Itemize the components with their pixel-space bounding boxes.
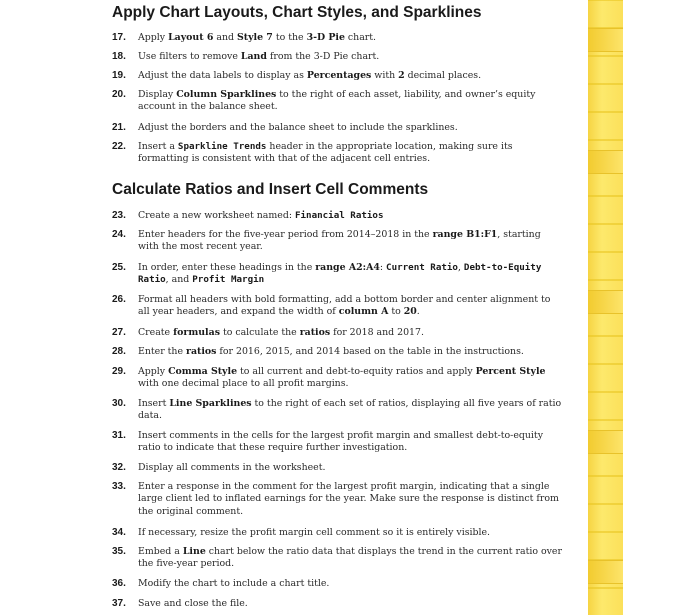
step-text: Display Column Sparklines to the right of each asset, liability, and owner’s equity account in the balance sheet. [138, 89, 536, 113]
step-text: Format all headers with bold formatting, add a bottom border and center alignment to all year headers, and expand the width of column A to 20. [138, 294, 551, 318]
step-item [112, 578, 562, 590]
step-number: 27. [112, 327, 126, 338]
step-number: 37. [112, 598, 126, 609]
step-number: 21. [112, 122, 126, 133]
step-item [112, 89, 562, 114]
step-item [112, 598, 562, 610]
step-number: 36. [112, 578, 126, 589]
step-number: 22. [112, 141, 126, 152]
step-text: Insert comments in the cells for the largest profit margin and smallest debt-to-equity ratio to indicate that these require further investigation. [138, 430, 543, 454]
step-number: 19. [112, 70, 126, 81]
page-margin [623, 0, 683, 615]
step-number: 28. [112, 346, 126, 357]
step-text: In order, enter these headings in the range A2:A4: Current Ratio, Debt-to-Equity Ratio, and Profit Margin [138, 262, 542, 286]
step-text: Insert Line Sparklines to the right of each set of ratios, displaying all five years of ratio data. [138, 398, 562, 422]
step-text: Save and close the file. [138, 598, 248, 609]
step-text: Create formulas to calculate the ratios for 2018 and 2017. [138, 327, 424, 338]
step-text: Adjust the data labels to display as Percentages with 2 decimal places. [138, 70, 482, 81]
sidebar-tab [588, 28, 623, 52]
step-item [112, 366, 562, 391]
step-text: Apply Layout 6 and Style 7 to the 3-D Pie chart. [138, 32, 377, 43]
step-text: Embed a Line chart below the ratio data that displays the trend in the current ratio over the five-year period. [138, 546, 562, 570]
step-number: 18. [112, 51, 126, 62]
step-number: 29. [112, 366, 126, 377]
step-number: 20. [112, 89, 126, 100]
step-item [112, 327, 562, 339]
step-item [112, 294, 562, 319]
step-item [112, 462, 562, 474]
step-text: If necessary, resize the profit margin cell comment so it is entirely visible. [138, 527, 491, 538]
section-title-ratios-comments: Calculate Ratios and Insert Cell Comments [112, 181, 429, 198]
step-text: Enter a response in the comment for the largest profit margin, indicating that a single large client led to inflated earnings for the year. Make sure the response is distinct from the original comment. [138, 481, 559, 517]
step-item [112, 122, 562, 134]
yellow-sidebar-decoration [588, 0, 623, 615]
step-text: Use filters to remove Land from the 3-D Pie chart. [138, 51, 380, 62]
step-item [112, 398, 562, 423]
step-number: 17. [112, 32, 126, 43]
step-number: 34. [112, 527, 126, 538]
step-text: Create a new worksheet named: Financial Ratios [138, 210, 384, 221]
step-text: Modify the chart to include a chart title. [138, 578, 330, 589]
step-item [112, 229, 562, 254]
step-item [112, 527, 562, 539]
step-item [112, 546, 562, 571]
step-item [112, 430, 562, 455]
step-number: 30. [112, 398, 126, 409]
step-text: Enter headers for the five-year period from 2014–2018 in the range B1:F1, starting with the most recent year. [138, 229, 541, 253]
step-number: 26. [112, 294, 126, 305]
step-item [112, 481, 562, 518]
step-item [112, 346, 562, 358]
step-text: Adjust the borders and the balance sheet to include the sparklines. [138, 122, 458, 133]
section-title-chart-layouts: Apply Chart Layouts, Chart Styles, and Sparklines [112, 4, 482, 21]
step-number: 33. [112, 481, 126, 492]
step-text: Display all comments in the worksheet. [138, 462, 326, 473]
step-item [112, 210, 562, 222]
step-number: 31. [112, 430, 126, 441]
step-item [112, 262, 562, 287]
step-item [112, 51, 562, 63]
step-item [112, 141, 562, 166]
step-item [112, 70, 562, 82]
step-text: Insert a Sparkline Trends header in the appropriate location, making sure its formatting is consistent with that of the adjacent cell entries. [138, 141, 513, 165]
sidebar-tab [588, 150, 623, 174]
step-number: 23. [112, 210, 126, 221]
step-text: Apply Comma Style to all current and debt-to-equity ratios and apply Percent Style with one decimal place to all profit margins. [138, 366, 546, 390]
sidebar-tab [588, 290, 623, 314]
step-number: 32. [112, 462, 126, 473]
sidebar-tab [588, 560, 623, 584]
sidebar-tab [588, 430, 623, 454]
step-text: Enter the ratios for 2016, 2015, and 2014 based on the table in the instructions. [138, 346, 524, 357]
step-number: 24. [112, 229, 126, 240]
step-item [112, 32, 562, 44]
step-number: 35. [112, 546, 126, 557]
step-number: 25. [112, 262, 126, 273]
